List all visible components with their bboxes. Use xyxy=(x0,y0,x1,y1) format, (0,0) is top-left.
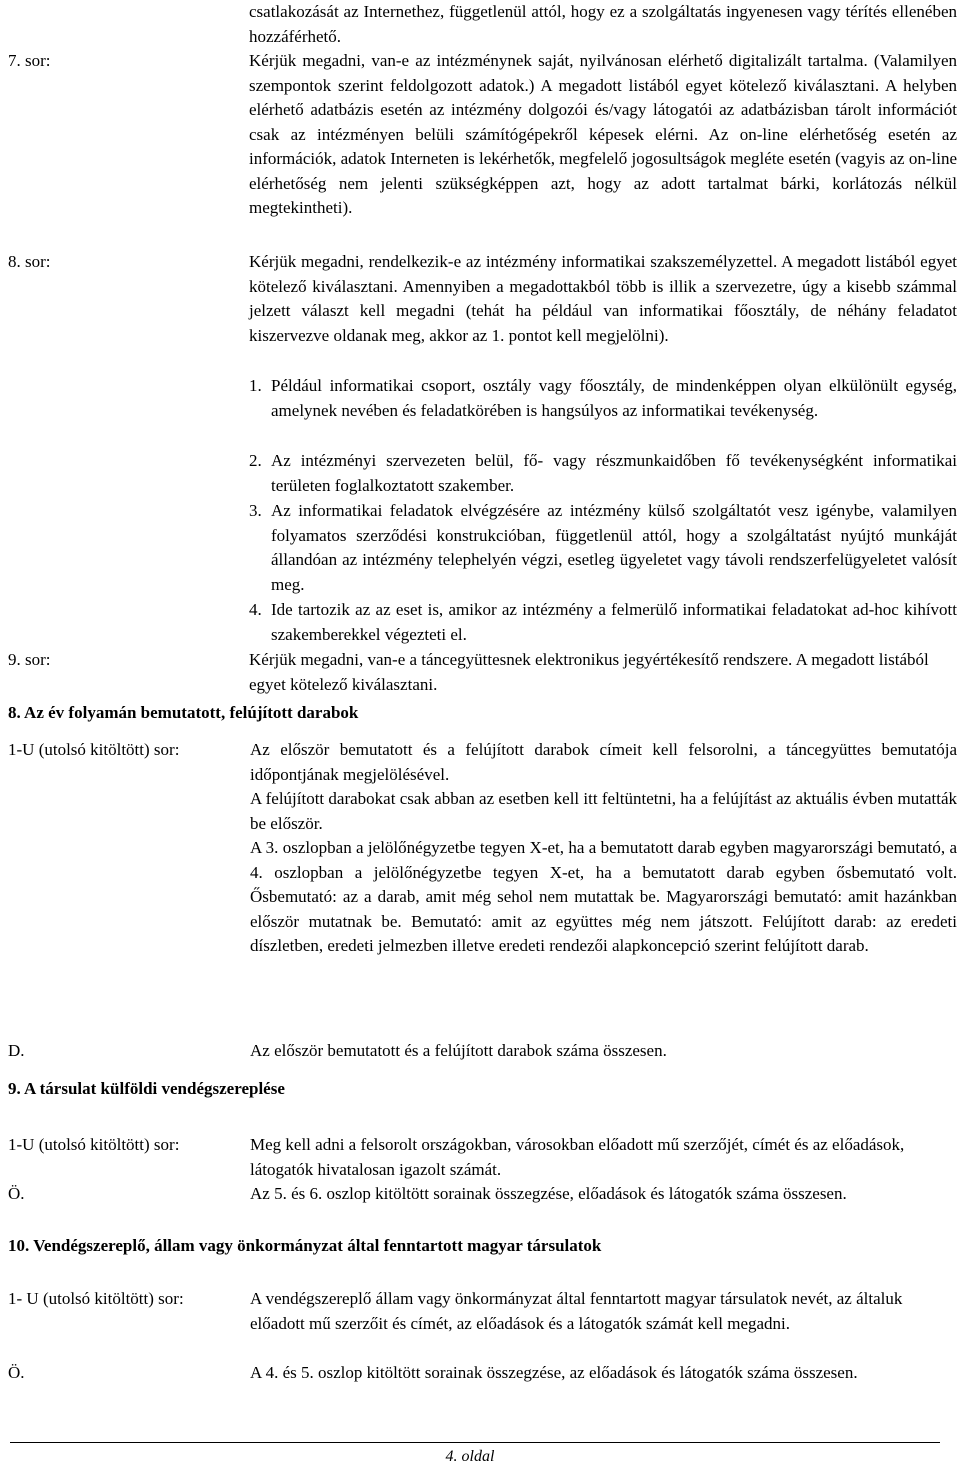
section-9-u-row xyxy=(8,1133,957,1182)
item-number: 2. xyxy=(249,451,262,470)
d-row-label: D. xyxy=(8,1041,25,1060)
u-row-label: 1- U (utolsó kitöltött) sor: xyxy=(8,1289,184,1308)
row-8 xyxy=(8,250,957,348)
item-text: Az informatikai feladatok elvégzésére az intézmény külső szolgáltatót vesz igénybe, valamilyen folyamatos szerződési konstrukcióban, függetlenül attól, hogy a szolgáltatást nyújtó munkáját állandóan az intézmény telephelyén végzi, esetleg ügyeletet vagy távoli rendszerfelügyeletet valósít meg. xyxy=(271,501,957,594)
row-7-label: 7. sor: xyxy=(8,51,51,70)
row-8-item-4 xyxy=(249,598,957,647)
item-text: Az intézményi szervezeten belül, fő- vagy részmunkaidőben fő tevékenységként informatikai területen foglalkoztatott szakember. xyxy=(271,451,957,495)
section-9-heading: 9. A társulat külföldi vendégszereplése xyxy=(8,1079,285,1098)
item-number: 3. xyxy=(249,501,262,520)
u-row-label: 1-U (utolsó kitöltött) sor: xyxy=(8,740,180,759)
section-9-o-row xyxy=(8,1182,957,1207)
footer-divider xyxy=(10,1442,940,1443)
item-number: 1. xyxy=(249,376,262,395)
section-10-u-row xyxy=(8,1287,957,1336)
row6-continuation: csatlakozását az Internethez, függetlenül attól, hogy ez a szolgáltatás ingyenesen vagy térítés ellenében hozzáférhető. xyxy=(249,2,957,46)
item-number: 4. xyxy=(249,600,262,619)
o-row-label: Ö. xyxy=(8,1363,25,1382)
u-row-text: A vendégszereplő állam vagy önkormányzat által fenntartott magyar társulatok nevét, az általuk előadott mű szerzőit és címét, az előadások és a látogatók számát kell megadni. xyxy=(250,1289,903,1333)
row-9-text: Kérjük megadni, van-e a táncegyüttesnek elektronikus jegyértékesítő rendszere. A megadott listából egyet kötelező kiválasztani. xyxy=(249,650,929,694)
row-8-item-1 xyxy=(249,374,957,423)
row-8-text: Kérjük megadni, rendelkezik-e az intézmény informatikai szakszemélyzettel. A megadott listából egyet kötelező kiválasztani. Amennyiben a megadottakból több is illik a szervezetre, úgy a kisebb számmal jelzett választ kell megadni (tehát ha például van informatikai főosztály, de néhány feladatot kiszervezve oldanak meg, akkor az 1. pontot kell megjelölni). xyxy=(249,252,957,345)
page-number: 4. oldal xyxy=(445,1448,495,1465)
u-row-label: 1-U (utolsó kitöltött) sor: xyxy=(8,1135,180,1154)
u-row-paragraph-1: Az először bemutatott és a felújított darabok címeit kell felsorolni, a táncegyüttes bemutatója időpontjának megjelölésével. xyxy=(250,740,957,784)
u-row-text: Meg kell adni a felsorolt országokban, városokban előadott mű szerzőjét, címét és az előadások, látogatók hivatalosan igazolt számát. xyxy=(250,1135,905,1179)
page-footer xyxy=(0,1447,960,1467)
row-7-text: Kérjük megadni, van-e az intézménynek saját, nyilvánosan elérhető digitalizált tartalma. (Valamilyen szempontok szerint feldolgozott adatok.) A megadott listából egyet kötelező kiválasztani. A helyben elérhető adatbázis esetén az intézmény dolgozói és/vagy látogatói az adatbázisban tárolt információt csak az intézményen belüli számítógépekről képesek elérni. Az on-line elérhetőség esetén az információk, adatok Interneten is lekérhetők, megfelelő jogosultságok megléte esetén (vagyis az on-line elérhetőség nem jelenti szükségképpen azt, hogy az adott tartalmat bárki, korlátozás nélkül megtekintheti). xyxy=(249,51,957,217)
d-row-text: Az először bemutatott és a felújított darabok száma összesen. xyxy=(250,1041,667,1060)
row-8-label: 8. sor: xyxy=(8,252,51,271)
row-9 xyxy=(8,648,957,697)
section-8-d-row xyxy=(8,1039,957,1064)
o-row-text: A 4. és 5. oszlop kitöltött sorainak összegzése, az előadások és látogatók száma összesen. xyxy=(250,1363,858,1382)
row-8-item-3 xyxy=(249,499,957,597)
row-9-label: 9. sor: xyxy=(8,650,51,669)
row-7 xyxy=(8,49,957,221)
section-8-u-row xyxy=(8,738,957,959)
o-row-text: Az 5. és 6. oszlop kitöltött sorainak összegzése, előadások és látogatók száma összesen. xyxy=(250,1184,847,1203)
o-row-label: Ö. xyxy=(8,1184,25,1203)
section-10-o-row xyxy=(8,1361,957,1386)
u-row-paragraph-3: A 3. oszlopban a jelölőnégyzetbe tegyen X-et, ha a bemutatott darab egyben magyarországi bemutató, a 4. oszlopban a jelölőnégyzetbe tegyen X-et, ha a bemutatott darab egyben ősbemutató volt. Ősbemutató: az a darab, amit még sehol nem mutattak be. Magyarországi bemutató: amit hazánkban először mutatnak be. Bemutató: amit az együttes még nem játszott. Felújított darab: az eredeti díszletben, eredeti jelmezben illetve eredeti rendezői alapkoncepció szerint felújított darab. xyxy=(250,838,957,955)
row-8-item-2 xyxy=(249,449,957,498)
section-8-heading: 8. Az év folyamán bemutatott, felújított darabok xyxy=(8,703,359,722)
item-text: Például informatikai csoport, osztály vagy főosztály, de mindenképpen olyan elkülönült egység, amelynek nevében és feladatkörében is hangsúlyos az informatikai tevékenység. xyxy=(271,376,957,420)
u-row-paragraph-2: A felújított darabokat csak abban az esetben kell itt feltüntetni, ha a felújítást az aktuális évben mutatták be először. xyxy=(250,789,957,833)
item-text: Ide tartozik az az eset is, amikor az intézmény a felmerülő informatikai feladatokat ad-hoc kihívott szakemberekkel végezteti el. xyxy=(271,600,957,644)
section-10-heading: 10. Vendégszereplő, állam vagy önkormányzat által fenntartott magyar társulatok xyxy=(8,1236,602,1255)
